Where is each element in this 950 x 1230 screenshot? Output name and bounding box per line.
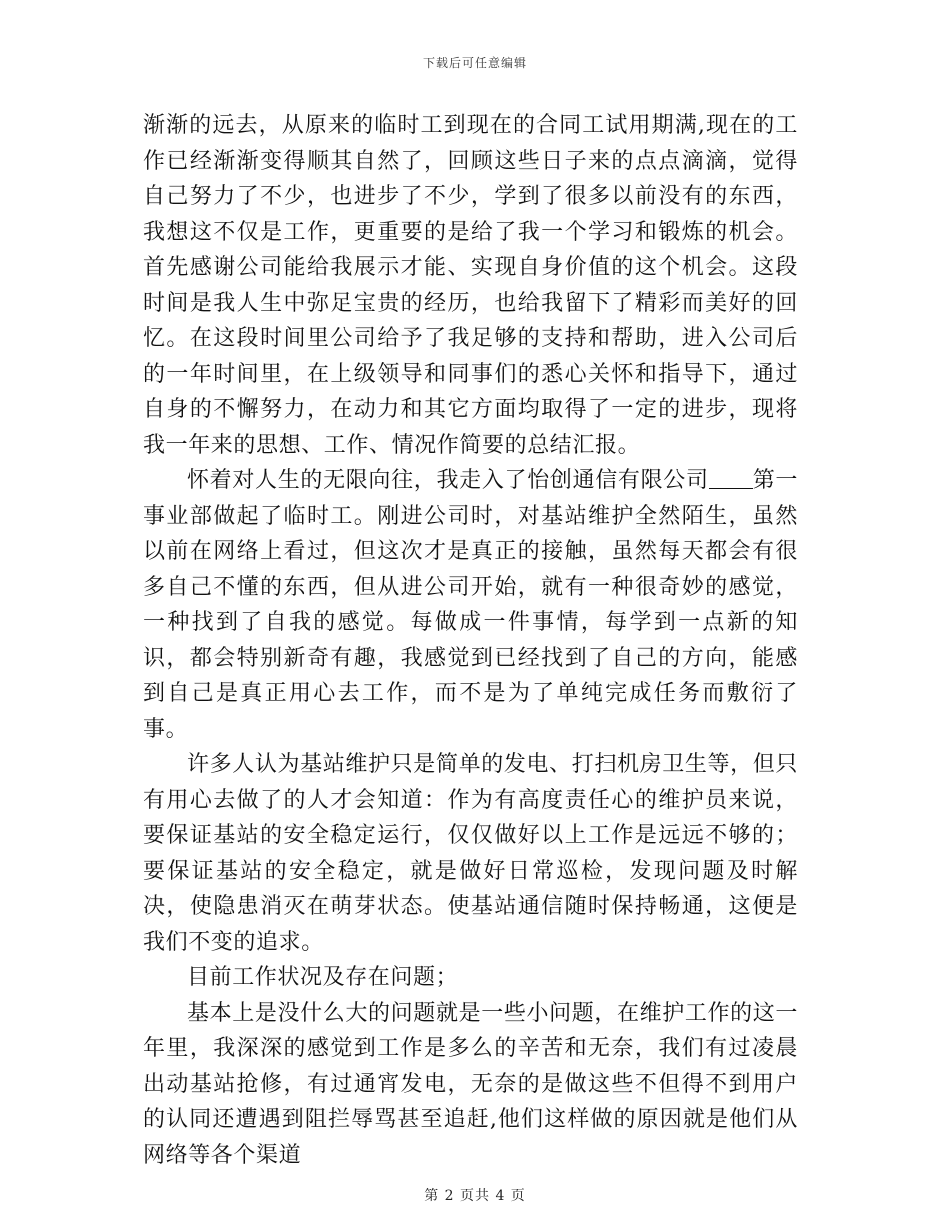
page-header: 下载后可任意编辑 [422, 56, 527, 70]
paragraph-5: 基本上是没什么大的问题就是一些小问题，在维护工作的这一年里，我深深的感觉到工作是多么的辛苦和无奈，我们有过凌晨出动基站抢修，有过通宵发电，无奈的是做这些不但得不到用户的认同还遭遇到阻拦辱骂甚至追赶,他们这样做的原因就是他们从网络等各个渠道 [143, 1000, 798, 1168]
paragraph-3: 许多人认为基站维护只是简单的发电、打扫机房卫生等，但只有用心去做了的人才会知道：作为有高度责任心的维护员来说，要保证基站的安全稳定运行，仅仅做好以上工作是远远不够的；要保证基站的安全稳定，就是做好日常巡检，发现问题及时解决，使隐患消灭在萌芽状态。使基站通信随时保持畅通，这便是我们不变的追求。 [143, 752, 798, 955]
paragraph-1: 渐渐的远去，从原来的临时工到现在的合同工试用期满,现在的工作已经渐渐变得顺其自然了，回顾这些日子来的点点滴滴，觉得自己努力了不少，也进步了不少，学到了很多以前没有的东西，我想这不仅是工作，更重要的是给了我一个学习和锻炼的机会。首先感谢公司能给我展示才能、实现自身价值的这个机会。这段时间是我人生中弥足宝贵的经历，也给我留下了精彩而美好的回忆。在这段时间里公司给予了我足够的支持和帮助，进入公司后的一年时间里，在上级领导和同事们的悉心关怀和指导下，通过自身的不懈努力，在动力和其它方面均取得了一定的进步，现将我一年来的思想、工作、情况作简要的总结汇报。 [143, 113, 798, 458]
paragraph-2-part-1: 怀着对人生的无限向往，我走入了怡创通信有限公司 [187, 468, 709, 493]
page-footer: 第 2 页共 4 页 [424, 1188, 526, 1204]
document-body [143, 108, 798, 1173]
paragraph-2 [143, 463, 798, 747]
paragraph-2-part-2: 第一事业部做起了临时工。刚进公司时，对基站维护全然陌生，虽然以前在网络上看过，但这次才是真正的接触，虽然每天都会有很多自己不懂的东西，但从进公司开始，就有一种很奇妙的感觉，一种找到了自我的感觉。每做成一件事情，每学到一点新的知识，都会特别新奇有趣，我感觉到已经找到了自己的方向，能感到自己是真正用心去工作，而不是为了单纯完成任务而敷衍了事。 [143, 468, 798, 742]
paragraph-4-heading: 目前工作状况及存在问题； [187, 965, 459, 990]
blank-underline [709, 468, 753, 489]
